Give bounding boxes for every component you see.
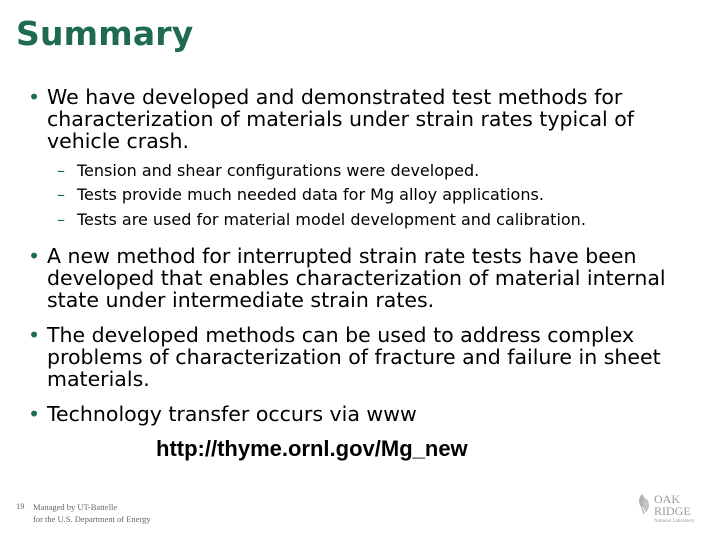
logo-line3: National Laboratory [654,519,695,524]
footer-text [33,501,151,525]
sub-bullet-item [57,183,697,207]
sub-bullet-text: Tension and shear configurations were developed. [77,161,480,180]
bullet-text: We have developed and demonstrated test methods for characterization of materials under strain rates typical of vehicle crash. [47,85,634,153]
bullet-icon: • [28,244,41,268]
page-number: 19 [16,501,25,511]
bullet-icon: • [28,323,41,347]
dash-icon: – [57,161,65,180]
ornl-logo [636,490,706,524]
url-link[interactable]: http://thyme.ornl.gov/Mg_new [156,436,468,461]
sub-bullet-text: Tests are used for material model development and calibration. [77,210,586,229]
bullet-text: The developed methods can be used to address complex problems of characterization of fracture and failure in sheet materials. [47,323,661,391]
bullet-text: A new method for interrupted strain rate tests have been developed that enables characterization of material internal state under intermediate strain rates. [47,244,666,312]
footer-line: Managed by UT-Battelle [33,502,118,512]
bullet-item [28,403,688,425]
bullet-item [28,245,688,311]
slide-title: Summary [16,14,194,53]
sub-bullet-text: Tests provide much needed data for Mg alloy applications. [77,185,544,204]
footer-line: for the U.S. Department of Energy [33,514,151,524]
bullet-item [28,86,688,152]
sub-bullet-item [57,208,697,232]
bullet-item [28,324,688,390]
bullet-text: Technology transfer occurs via www [47,402,417,426]
logo-line1: OAK [654,492,680,506]
dash-icon: – [57,210,65,229]
bullet-icon: • [28,85,41,109]
sub-bullet-item [57,159,697,183]
dash-icon: – [57,185,65,204]
oak-leaf-icon [639,494,649,514]
logo-line2: RIDGE [654,504,691,518]
bullet-icon: • [28,402,41,426]
